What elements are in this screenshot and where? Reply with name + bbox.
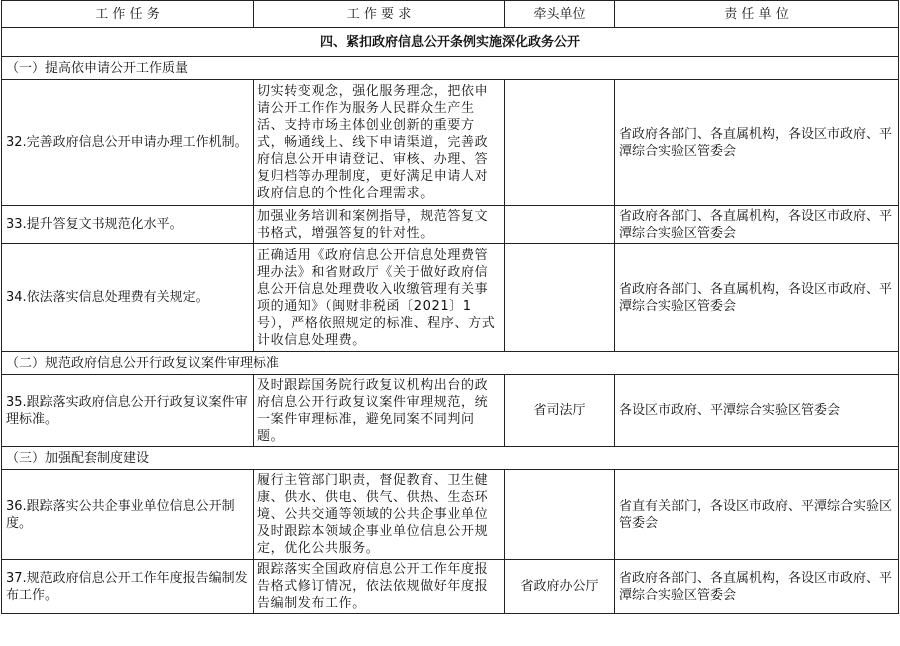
task-cell: 37.规范政府信息公开工作年度报告编制发布工作。 xyxy=(2,560,254,614)
header-lead-unit: 牵头单位 xyxy=(505,1,615,28)
responsible-cell: 省政府各部门、各直属机构，各设区市政府、平潭综合实验区管委会 xyxy=(615,206,899,244)
section-title: 四、紧扣政府信息公开条例实施深化政务公开 xyxy=(2,28,899,57)
group-row xyxy=(2,352,899,375)
responsible-cell: 省政府各部门、各直属机构，各设区市政府、平潭综合实验区管委会 xyxy=(615,560,899,614)
group-title: （三）加强配套制度建设 xyxy=(2,447,899,470)
table-row xyxy=(2,206,899,244)
responsible-cell: 省直有关部门，各设区市政府、平潭综合实验区管委会 xyxy=(615,470,899,560)
group-row xyxy=(2,57,899,80)
requirement-cell: 正确适用《政府信息公开信息处理费管理办法》和省财政厅《关于做好政府信息公开信息处理费收入收缴管理有关事项的通知》（闽财非税函〔2021〕1号），严格依照规定的标准、程序、方式计收信息处理费。 xyxy=(254,244,505,352)
requirement-cell: 加强业务培训和案例指导，规范答复文书格式，增强答复的针对性。 xyxy=(254,206,505,244)
lead-unit-cell: 省政府办公厅 xyxy=(505,560,615,614)
table-row xyxy=(2,470,899,560)
responsible-cell: 省政府各部门、各直属机构，各设区市政府、平潭综合实验区管委会 xyxy=(615,80,899,206)
requirement-cell: 履行主管部门职责，督促教育、卫生健康、供水、供电、供气、供热、生态环境、公共交通等领域的公共企事业单位及时跟踪本领域企事业单位信息公开规定，优化公共服务。 xyxy=(254,470,505,560)
lead-unit-cell xyxy=(505,80,615,206)
header-row xyxy=(2,1,899,28)
header-responsible: 责 任 单 位 xyxy=(615,1,899,28)
responsible-cell: 省政府各部门、各直属机构，各设区市政府、平潭综合实验区管委会 xyxy=(615,244,899,352)
group-title: （二）规范政府信息公开行政复议案件审理标准 xyxy=(2,352,899,375)
lead-unit-cell xyxy=(505,470,615,560)
task-cell: 34.依法落实信息处理费有关规定。 xyxy=(2,244,254,352)
header-task: 工 作 任 务 xyxy=(2,1,254,28)
task-cell: 35.跟踪落实政府信息公开行政复议案件审理标准。 xyxy=(2,375,254,447)
table-row xyxy=(2,244,899,352)
table-row xyxy=(2,80,899,206)
task-cell: 32.完善政府信息公开申请办理工作机制。 xyxy=(2,80,254,206)
requirement-cell: 及时跟踪国务院行政复议机构出台的政府信息公开行政复议案件审理规范，统一案件审理标准，避免同案不同判问题。 xyxy=(254,375,505,447)
table-row xyxy=(2,560,899,614)
responsible-cell: 各设区市政府、平潭综合实验区管委会 xyxy=(615,375,899,447)
requirement-cell: 跟踪落实全国政府信息公开工作年度报告格式修订情况，依法依规做好年度报告编制发布工作。 xyxy=(254,560,505,614)
section-row xyxy=(2,28,899,57)
group-row xyxy=(2,447,899,470)
lead-unit-cell: 省司法厅 xyxy=(505,375,615,447)
requirement-cell: 切实转变观念，强化服务理念，把依申请公开工作作为服务人民群众生产生活、支持市场主体创业创新的重要方式，畅通线上、线下申请渠道，完善政府信息公开申请登记、审核、办理、答复归档等办理制度，更好满足申请人对政府信息的个性化合理需求。 xyxy=(254,80,505,206)
lead-unit-cell xyxy=(505,244,615,352)
lead-unit-cell xyxy=(505,206,615,244)
group-title: （一）提高依申请公开工作质量 xyxy=(2,57,899,80)
task-table xyxy=(1,0,899,614)
header-requirement: 工 作 要 求 xyxy=(254,1,505,28)
task-cell: 33.提升答复文书规范化水平。 xyxy=(2,206,254,244)
table-row xyxy=(2,375,899,447)
task-cell: 36.跟踪落实公共企事业单位信息公开制度。 xyxy=(2,470,254,560)
